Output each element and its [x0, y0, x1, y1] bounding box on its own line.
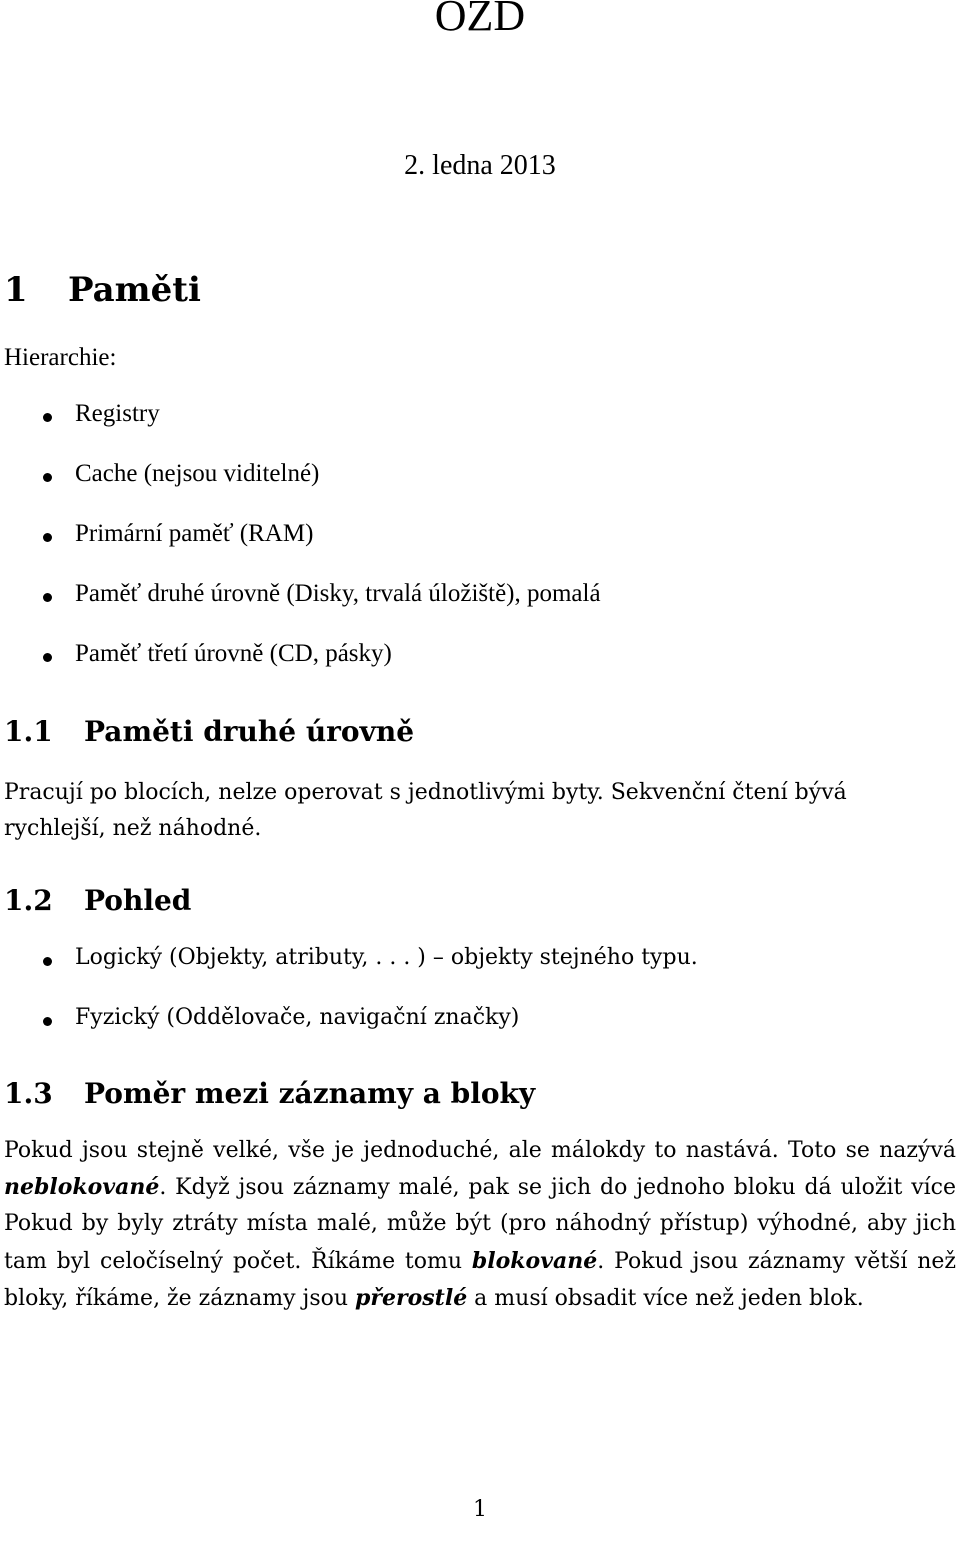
page-number: 1 — [473, 1497, 487, 1522]
document-date: 2. ledna 2013 — [404, 150, 556, 181]
bullet-icon — [43, 533, 52, 542]
section-title: Paměti druhé úrovně — [84, 715, 415, 748]
section-number: 1.1 — [4, 715, 53, 748]
term-neblokovane: neblokované — [4, 1174, 160, 1201]
bullet-icon — [43, 957, 52, 966]
section-1-heading — [4, 270, 201, 310]
document-title: OZD — [434, 0, 526, 40]
bullet-icon — [43, 413, 52, 422]
section-title: Pohled — [84, 884, 192, 917]
bullet-icon — [43, 1017, 52, 1026]
section-1-3-paragraph: Pokud jsou stejně velké, vše je jednoduché, ale málokdy to nastává. Toto se nazývá neblokované. Když jsou záznamy malé, pak se jich do jednoho bloku dá uložit více Pokud by byly ztráty místa malé, může být (pro náhodný přístup) výhodné, aby jich tam byl celočíselný počet. Říkáme tomu blokované. Pokud jsou záznamy větší než bloky, říkáme, že záznamy jsou přerostlé a musí obsadit více než jeden blok. — [4, 1138, 956, 1311]
document-page: OZD 2. ledna 2013 1 Paměti Hierarchie: Registry Cache (nejsou viditelné) Primární paměť (RAM) Paměť druhé úrovně (Disky, trvalá úložiště), pomalá Paměť třetí úrovně (CD, pásky) 1.1 Paměti druhé úrovně Pracují po blocích, nelze operovat s jednotlivými byty. Sekvenční čtení bývá rychlejší, než náhodné. 1.2 Pohled Logický (Objekty, atributy, . . . ) – objekty stejného typu. Fyzický (Oddělovače, navigační značky) 1.3 Poměr mezi záznamy a bloky Pokud jsou stejně velké, vše je jednoduché, ale málokdy to nastává. Toto se nazývá neblokované. Když jsou záznamy malé, pak se jich do jednoho bloku dá uložit více Pokud by byly ztráty místa malé, může být (pro náhodný přístup) výhodné, aby jich tam byl celočíselný počet. Říkáme tomu blokované. Pokud jsou záznamy větší než bloky, říkáme, že záznamy jsou přerostlé a musí obsadit více než jeden blok. 1 — [0, 0, 960, 1547]
section-title: Poměr mezi záznamy a bloky — [84, 1077, 536, 1110]
section-1-intro: Hierarchie: — [4, 344, 117, 371]
section-number: 1 — [4, 270, 28, 310]
section-1-2-heading — [4, 884, 191, 917]
section-number: 1.2 — [4, 884, 53, 917]
bullet-icon — [43, 653, 52, 662]
section-1-1-heading — [4, 715, 414, 748]
paragraph-line: Pracují po blocích, nelze operovat s jednotlivými byty. Sekvenční čtení bývá — [4, 780, 847, 805]
bullet-icon — [43, 593, 52, 602]
term-blokovane: blokované — [471, 1247, 598, 1274]
bullet-icon — [43, 473, 52, 482]
section-1-3-heading — [4, 1077, 535, 1110]
section-title: Paměti — [68, 270, 201, 310]
term-prerostle: přerostlé — [355, 1284, 468, 1311]
section-number: 1.3 — [4, 1077, 53, 1110]
paragraph-line: rychlejší, než náhodné. — [4, 816, 262, 841]
